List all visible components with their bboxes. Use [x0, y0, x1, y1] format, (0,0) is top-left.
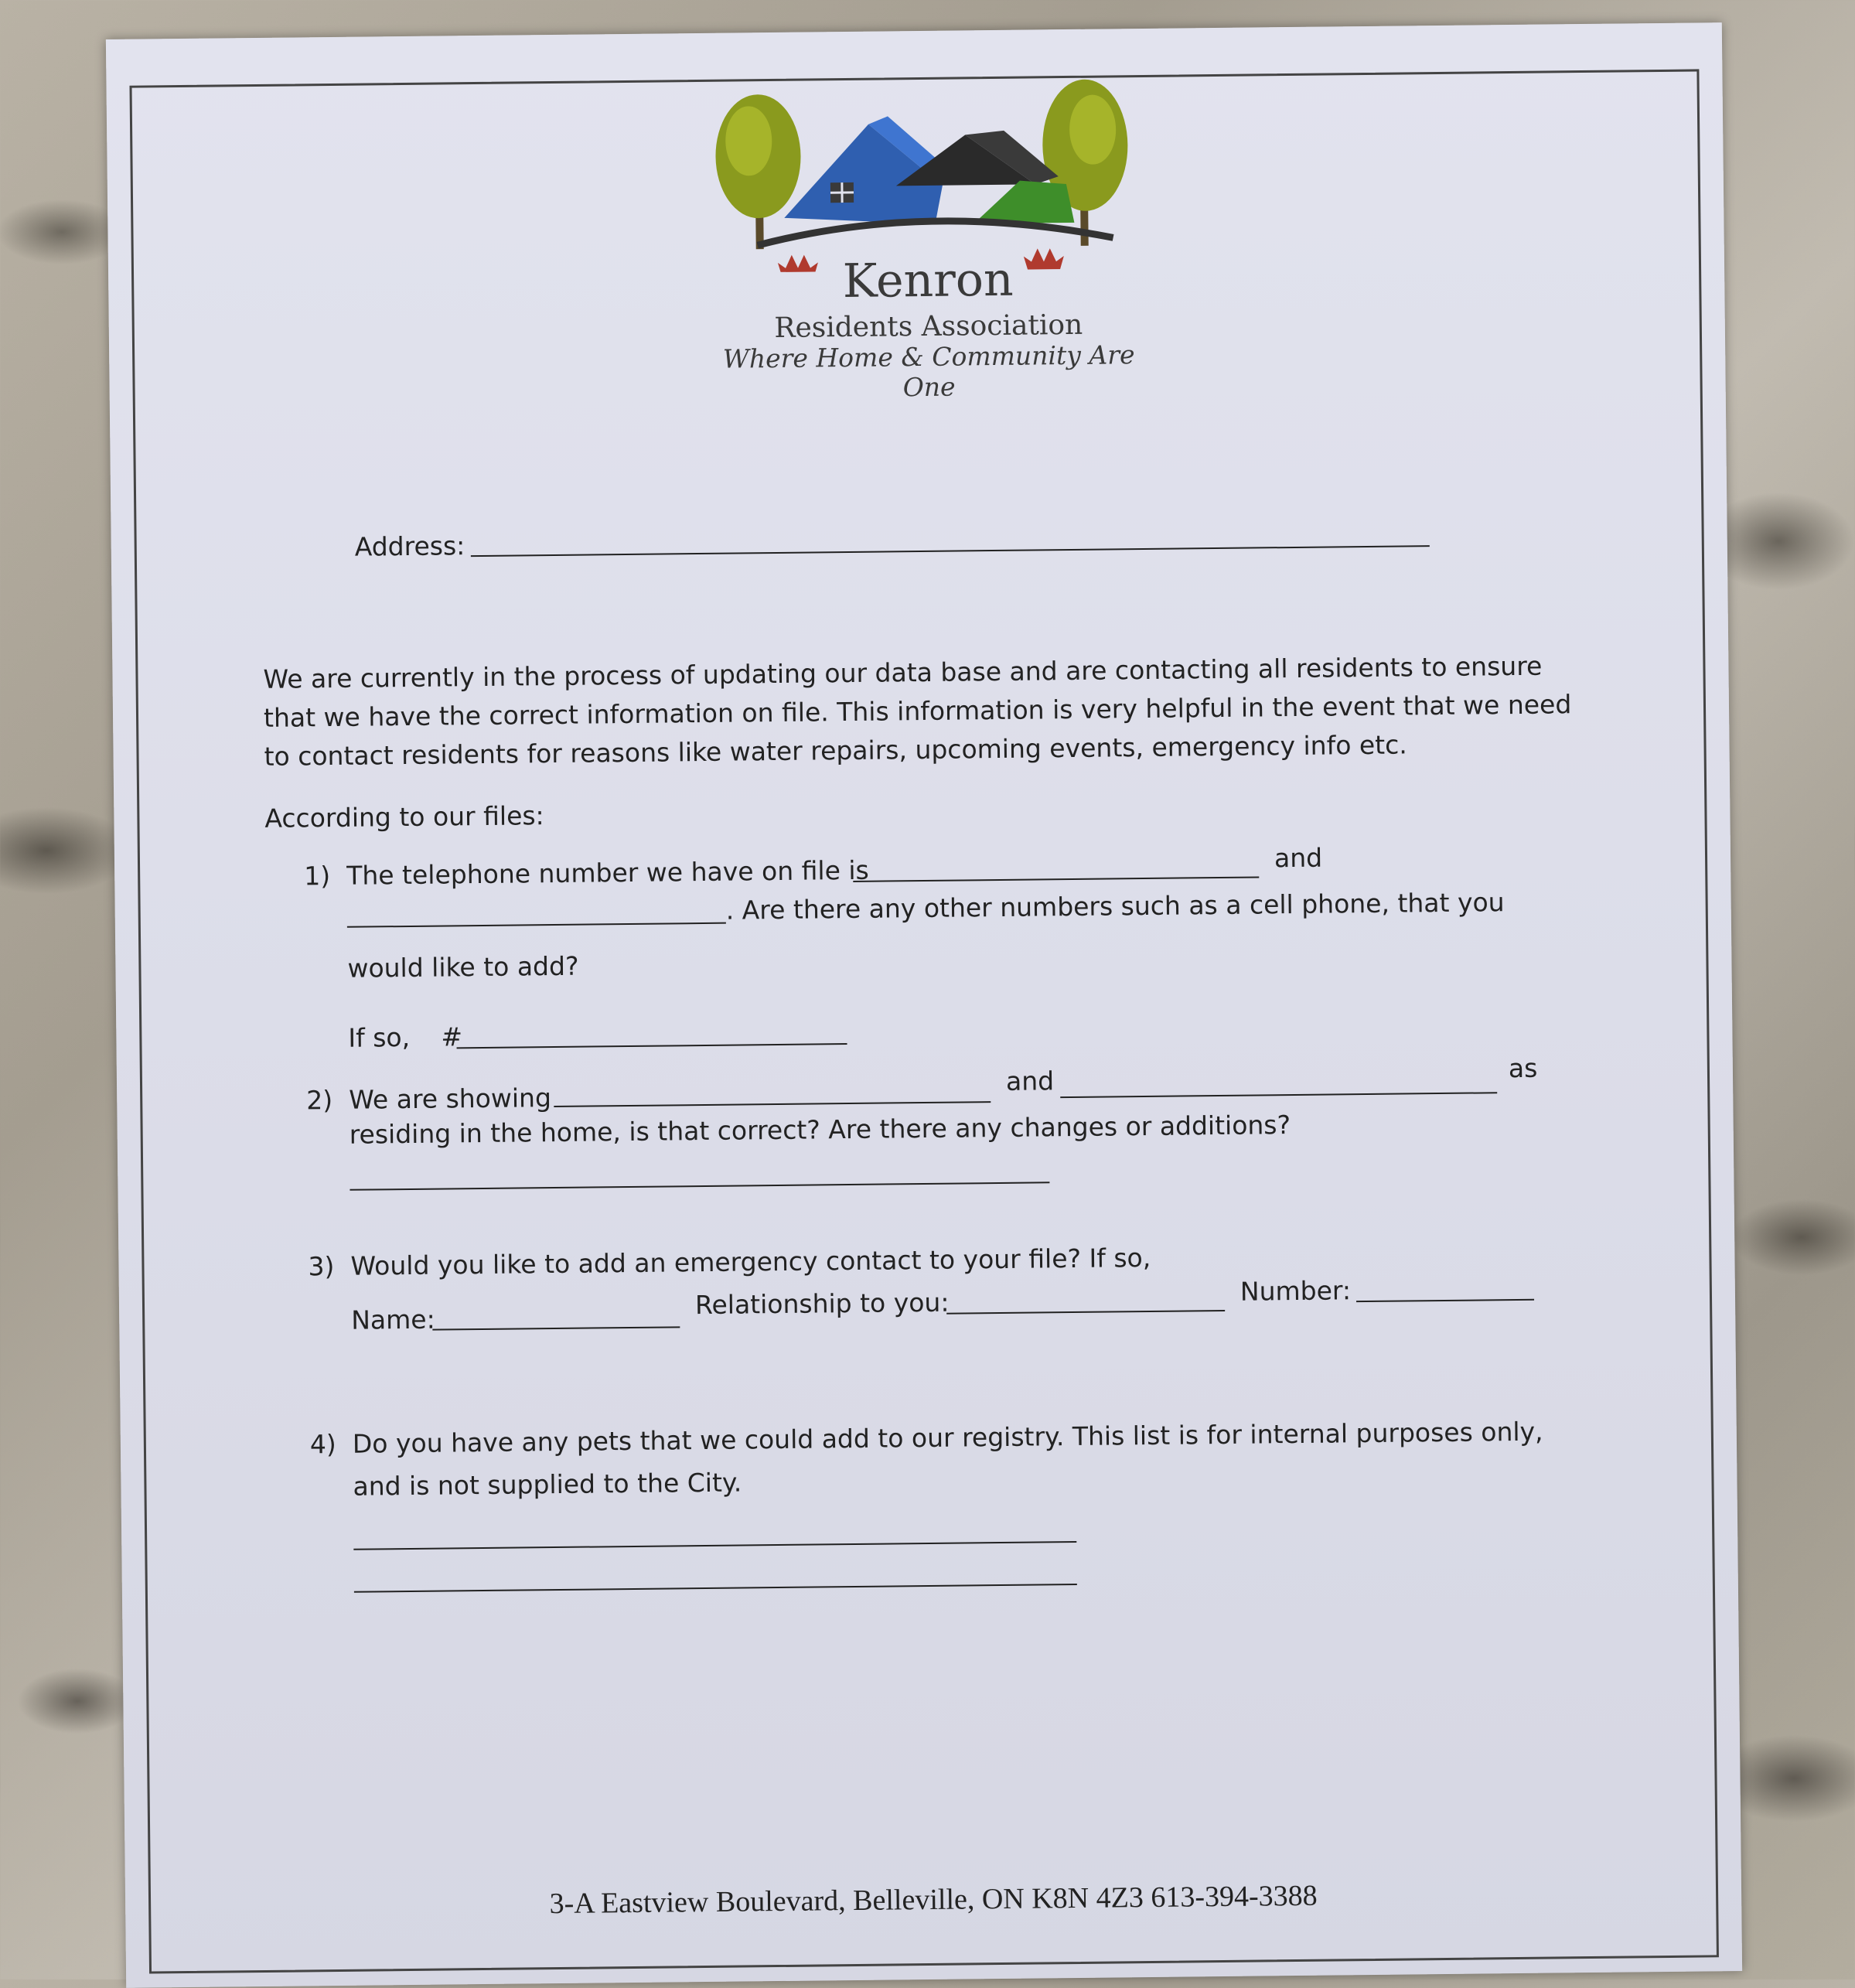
intro-line-1: We are currently in the process of updating our data base and are contacting all residents to ensure — [263, 651, 1542, 694]
according-heading: According to our files: — [264, 800, 544, 834]
q3-relationship-label: Relationship to you: — [695, 1287, 950, 1320]
q3-number-label: Number: — [1240, 1275, 1352, 1306]
q1-hash: # — [441, 1021, 462, 1052]
q3-name-label: Name: — [351, 1304, 435, 1335]
q3-text-a: Would you like to add an emergency contact to your file? If so, — [350, 1243, 1151, 1281]
intro-line-3: to contact residents for reasons like water repairs, upcoming events, emergency info etc. — [264, 729, 1407, 771]
q1-ifso: If so, — [348, 1022, 410, 1053]
q3-number: 3) — [308, 1251, 334, 1281]
logo-name: Kenron — [711, 251, 1145, 310]
q2-text-b: residing in the home, is that correct? Are there any changes or additions? — [350, 1110, 1291, 1150]
q1-text-c: would like to add? — [347, 951, 578, 984]
q2-text-a: We are showing — [349, 1083, 551, 1115]
q4-number: 4) — [310, 1429, 336, 1459]
q2-as: as — [1509, 1053, 1538, 1083]
house-trees-logo-graphic — [709, 67, 1144, 273]
q1-and: and — [1274, 843, 1322, 874]
logo-tagline: Where Home & Community Are One — [712, 339, 1146, 404]
q2-number: 2) — [306, 1085, 332, 1115]
association-logo — [709, 67, 1145, 366]
q4-text-b: and is not supplied to the City. — [353, 1468, 742, 1502]
q1-number: 1) — [304, 861, 330, 891]
address-label: Address: — [355, 530, 465, 561]
q2-and: and — [1006, 1066, 1054, 1096]
q1-text-a: The telephone number we have on file is — [346, 855, 869, 891]
q4-text-a: Do you have any pets that we could add to our registry. This list is for internal purposes only, — [353, 1417, 1543, 1459]
intro-line-2: that we have the correct information on file. This information is very helpful in the event that we need — [264, 689, 1572, 733]
form-sheet — [106, 22, 1742, 1988]
logo-subtitle: Residents Association — [712, 309, 1145, 345]
q1-text-b: . Are there any other numbers such as a cell phone, that you — [725, 887, 1504, 926]
association-address-footer: 3-A Eastview Boulevard, Belleville, ON K8N 4Z3 613-394-3388 — [125, 1874, 1741, 1925]
